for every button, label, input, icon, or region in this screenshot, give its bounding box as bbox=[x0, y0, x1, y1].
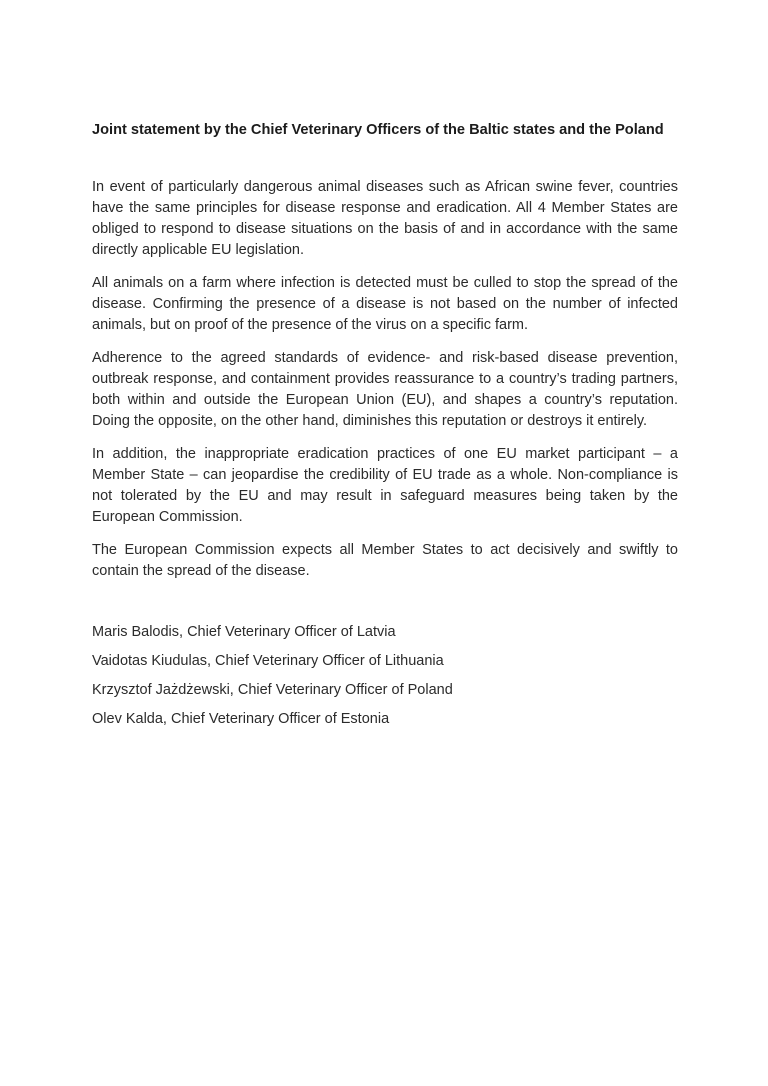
signature-line-estonia: Olev Kalda, Chief Veterinary Officer of Estonia bbox=[92, 711, 390, 727]
signature-line-poland: Krzysztof Jażdżewski, Chief Veterinary Officer of Poland bbox=[92, 682, 453, 698]
paragraph-2: All animals on a farm where infection is detected must be culled to stop the spread of the disease. Confirming the presence of a disease is not based on the number of infected animals, but on proof of the presence of the virus on a specific farm. bbox=[92, 275, 678, 333]
signature-block bbox=[92, 622, 678, 730]
paragraph-5: The European Commission expects all Member States to act decisively and swiftly to contain the spread of the disease. bbox=[92, 542, 678, 579]
signature-line-lithuania: Vaidotas Kiudulas, Chief Veterinary Officer of Lithuania bbox=[92, 653, 444, 669]
document-title: Joint statement by the Chief Veterinary Officers of the Baltic states and the Poland bbox=[92, 122, 664, 138]
paragraph-1: In event of particularly dangerous animal diseases such as African swine fever, countries have the same principles for disease response and eradication. All 4 Member States are obliged to respond to disease situations on the basis of and in accordance with the same directly applicable EU legislation. bbox=[92, 179, 678, 258]
paragraph-4: In addition, the inappropriate eradication practices of one EU market participant – a Member State – can jeopardise the credibility of EU trade as a whole. Non-compliance is not tolerated by the EU and may result in safeguard measures being taken by the European Commission. bbox=[92, 446, 678, 525]
signature-line-latvia: Maris Balodis, Chief Veterinary Officer of Latvia bbox=[92, 624, 396, 640]
paragraph-3: Adherence to the agreed standards of evidence- and risk-based disease prevention, outbreak response, and containment provides reassurance to a country’s trading partners, both within and outside the European Union (EU), and shapes a country’s reputation. Doing the opposite, on the other hand, diminishes this reputation or destroys it entirely. bbox=[92, 350, 678, 429]
